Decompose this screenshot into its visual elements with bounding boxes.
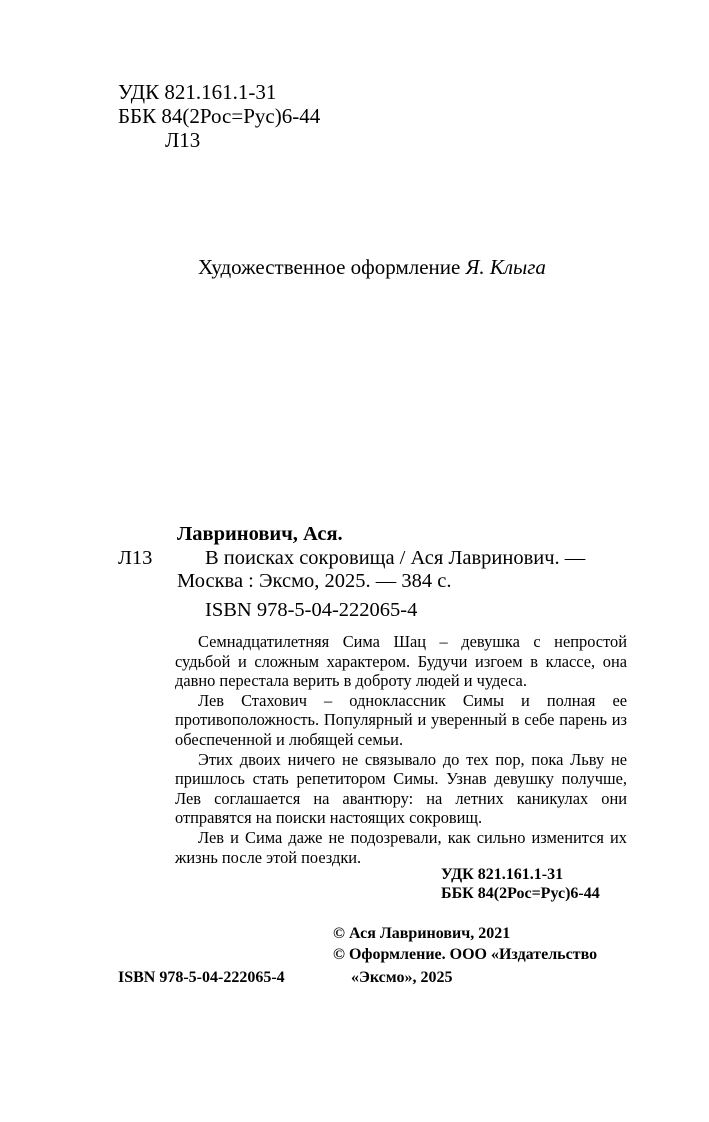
udk-code-top: УДК 821.161.1-31 xyxy=(118,80,277,104)
art-credit-artist: Я. Клыга xyxy=(465,255,546,279)
author-sign-top: Л13 xyxy=(165,128,201,152)
isbn-record: ISBN 978-5-04-222065-4 xyxy=(205,599,418,621)
copyright-publisher-cont: «Эксмо», 2025 xyxy=(351,969,453,986)
art-credit xyxy=(198,255,546,280)
author-heading: Лавринович, Ася. xyxy=(177,523,343,545)
bbk-code-top: ББК 84(2Рос=Рус)6-44 xyxy=(118,104,321,128)
art-credit-label: Художественное оформление xyxy=(198,255,461,279)
annotation-paragraph: Лев и Сима даже не подозревали, как сильно изменится их жизнь после этой поездки. xyxy=(175,827,627,867)
udk-code-bottom: УДК 821.161.1-31 xyxy=(441,866,564,883)
copyright-author: © Ася Лавринович, 2021 xyxy=(333,925,511,942)
annotation xyxy=(175,632,627,867)
annotation-paragraph: Семнадцатилетняя Сима Шац – девушка с непростой судьбой и сложным характером. Будучи изгоем в классе, она давно перестала верить в доброту людей и чудеса. xyxy=(175,632,627,691)
title-line: В поисках сокровища / Ася Лавринович. — xyxy=(205,547,586,569)
isbn-bottom: ISBN 978-5-04-222065-4 xyxy=(118,969,285,986)
bbk-code-bottom: ББК 84(2Рос=Рус)6-44 xyxy=(441,885,600,902)
copyright-publisher: © Оформление. ООО «Издательство xyxy=(333,946,598,963)
annotation-paragraph: Лев Стахович – одноклассник Симы и полная ее противоположность. Популярный и уверенный в себе парень из обеспеченной и любящей семьи. xyxy=(175,690,627,749)
annotation-paragraph: Этих двоих ничего не связывало до тех пор, пока Льву не пришлось стать репетитором Симы. Узнав девушку получше, Лев соглашается на авантюру: на летних каникулах они отправятся на поиски настоящих сокровищ. xyxy=(175,749,627,828)
imprint-line: Москва : Эксмо, 2025. — 384 с. xyxy=(177,570,452,592)
author-sign: Л13 xyxy=(118,547,153,569)
